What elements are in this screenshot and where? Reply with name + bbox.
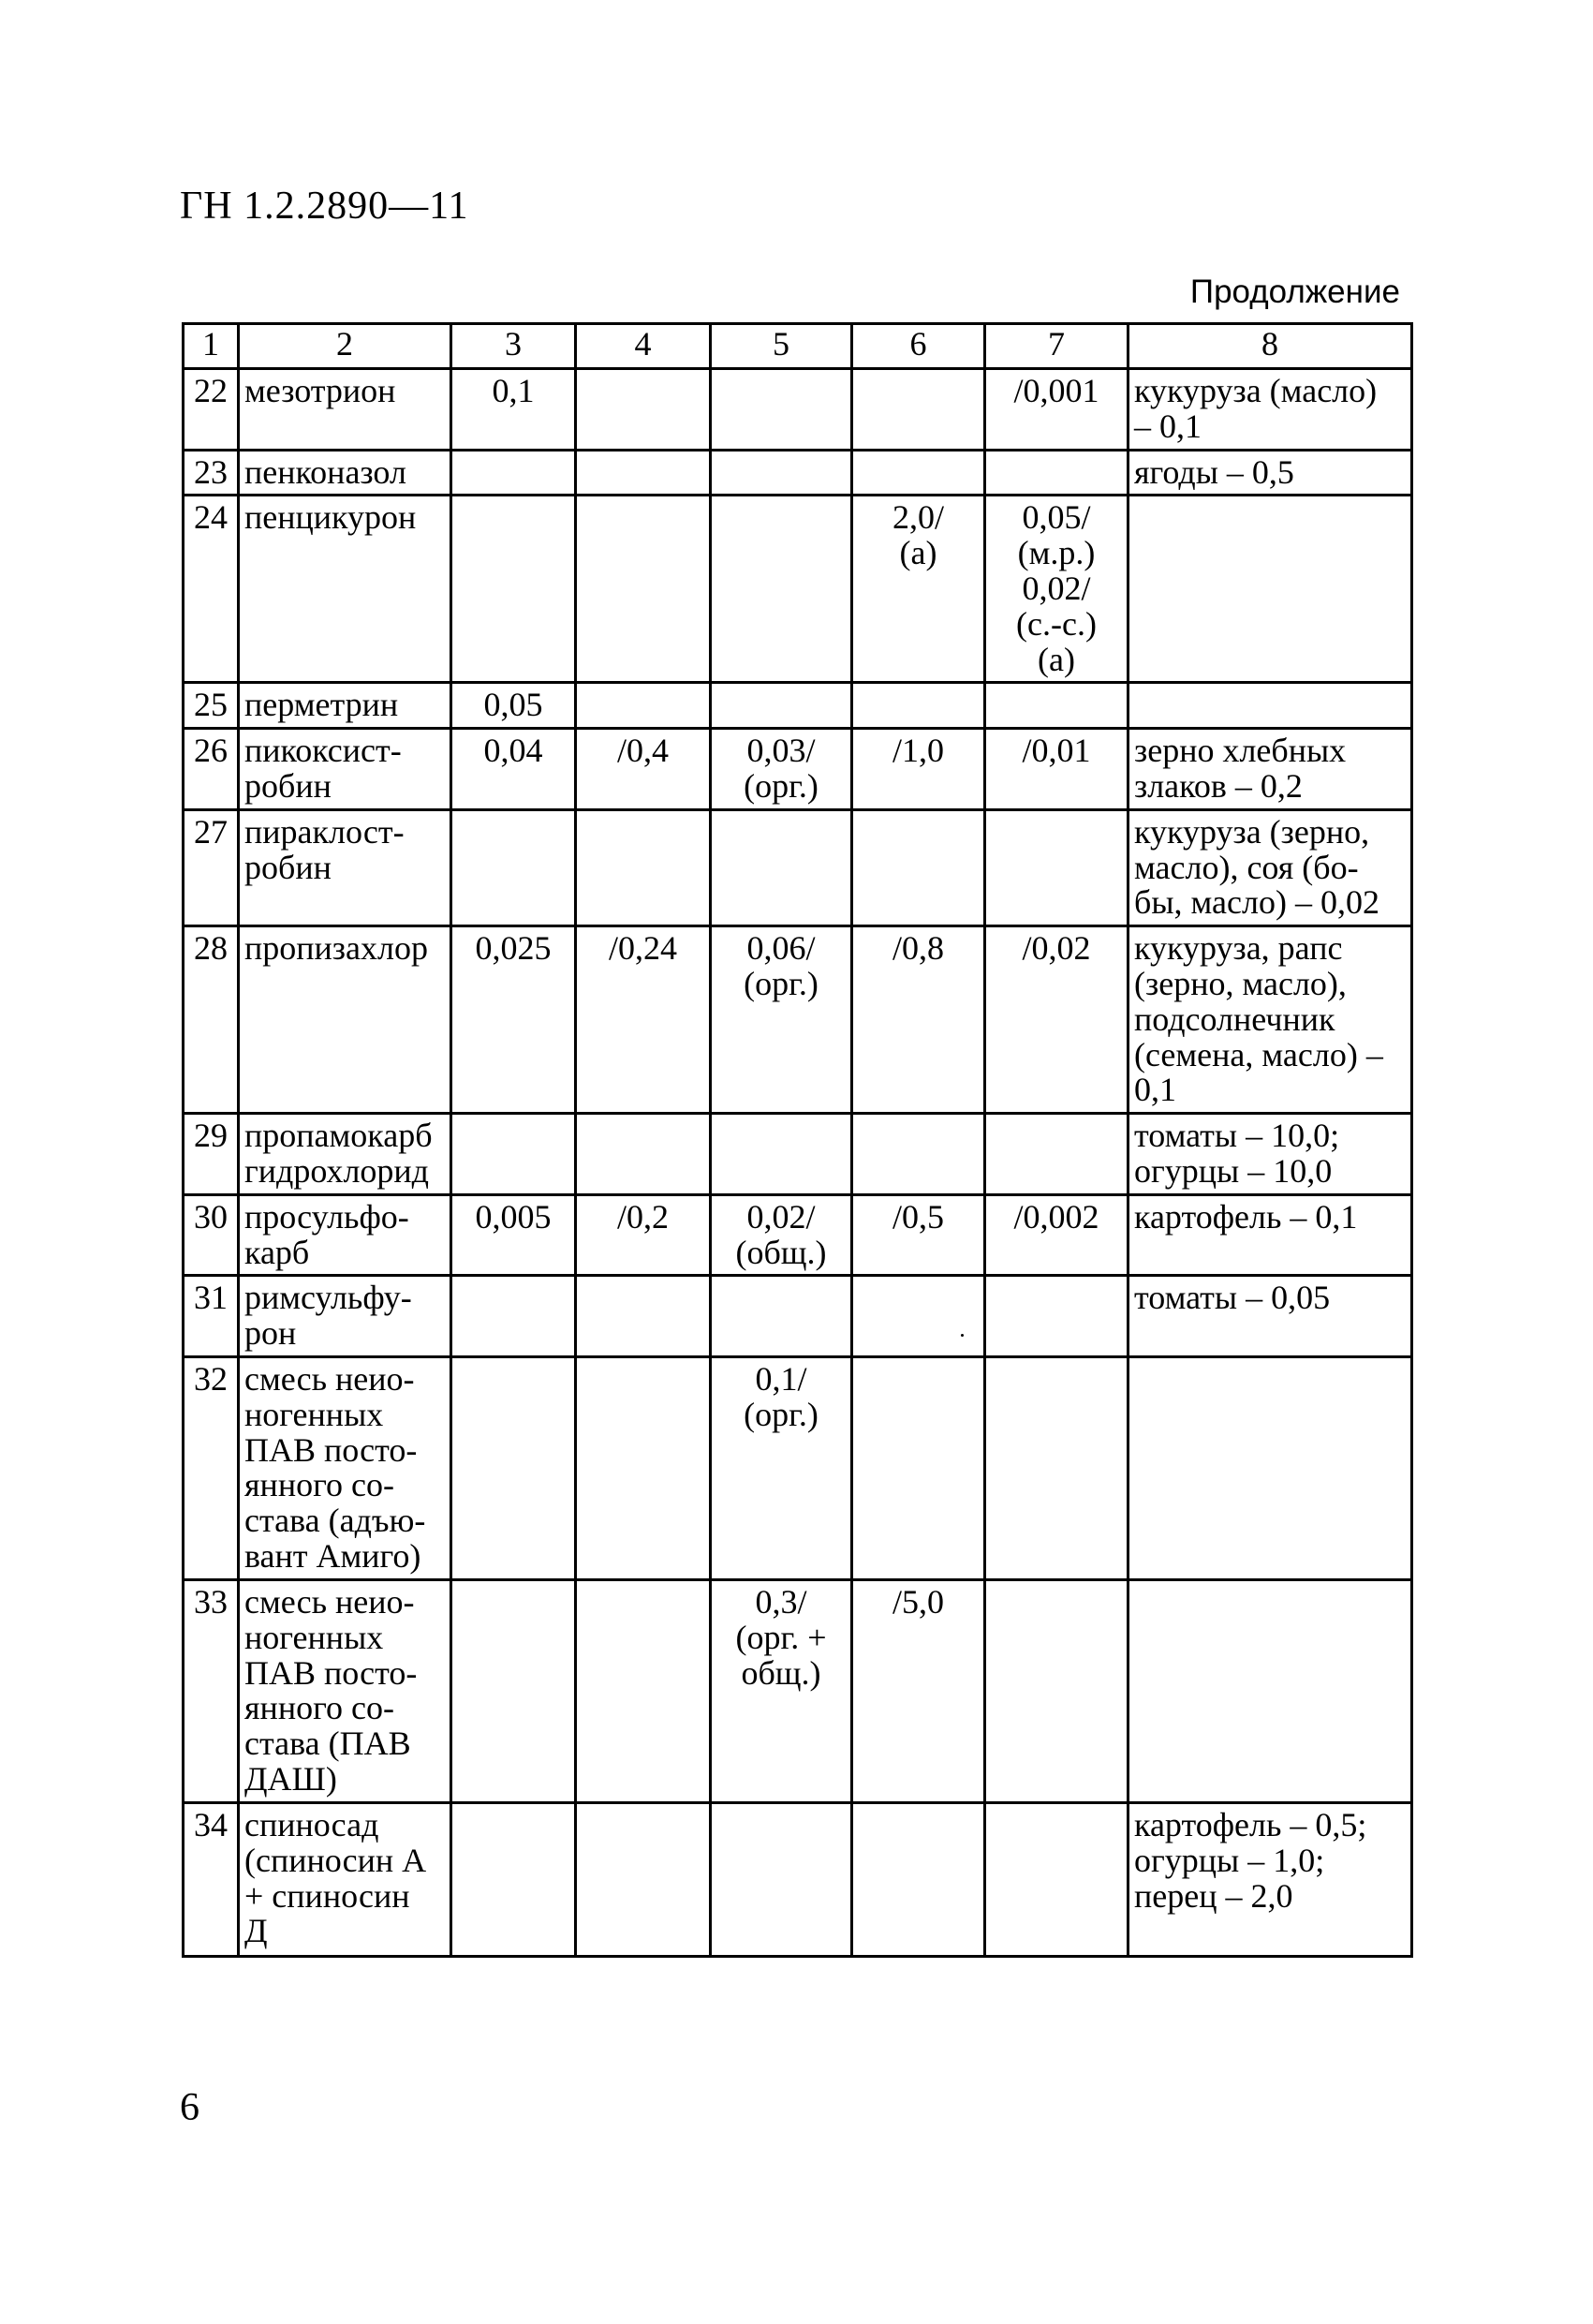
cell-col5 xyxy=(711,1802,852,1956)
cell-col3: 0,025 xyxy=(451,926,576,1114)
cell-col7: /0,002 xyxy=(985,1194,1128,1276)
cell-col6 xyxy=(852,369,985,451)
table-row xyxy=(184,1356,1412,1579)
cell-col4: /0,2 xyxy=(576,1194,711,1276)
cell-col4 xyxy=(576,1579,711,1802)
cell-col6 xyxy=(852,683,985,729)
cell-col7 xyxy=(985,1579,1128,1802)
cell-col8 xyxy=(1128,1356,1412,1579)
row-number: 30 xyxy=(184,1194,239,1276)
cell-col4 xyxy=(576,1356,711,1579)
row-number: 33 xyxy=(184,1579,239,1802)
cell-col8: зерно хлебных злаков – 0,2 xyxy=(1128,729,1412,810)
table-row xyxy=(184,683,1412,729)
cell-col6 xyxy=(852,1114,985,1195)
column-header: 1 xyxy=(184,324,239,369)
cell-col4 xyxy=(576,1114,711,1195)
cell-col8 xyxy=(1128,496,1412,683)
pesticide-standards-table xyxy=(182,322,1413,1958)
column-header: 2 xyxy=(239,324,451,369)
cell-col7: /0,001 xyxy=(985,369,1128,451)
table-row xyxy=(184,926,1412,1114)
table-row xyxy=(184,1114,1412,1195)
row-number: 28 xyxy=(184,926,239,1114)
cell-col6 xyxy=(852,809,985,925)
cell-col5: 0,1/ (орг.) xyxy=(711,1356,852,1579)
cell-col4 xyxy=(576,496,711,683)
cell-col7 xyxy=(985,683,1128,729)
cell-col6 xyxy=(852,1276,985,1357)
cell-col6 xyxy=(852,1356,985,1579)
cell-col3 xyxy=(451,1802,576,1956)
cell-col4 xyxy=(576,809,711,925)
cell-col8: ягоды – 0,5 xyxy=(1128,450,1412,496)
cell-col4: /0,4 xyxy=(576,729,711,810)
row-number: 34 xyxy=(184,1802,239,1956)
cell-col6: /1,0 xyxy=(852,729,985,810)
cell-col5 xyxy=(711,496,852,683)
substance-name: пикоксист- робин xyxy=(239,729,451,810)
table-row xyxy=(184,1276,1412,1357)
substance-name: просульфо- карб xyxy=(239,1194,451,1276)
substance-name: перметрин xyxy=(239,683,451,729)
substance-name: пираклост- робин xyxy=(239,809,451,925)
cell-col7 xyxy=(985,450,1128,496)
cell-col8: кукуруза (масло) – 0,1 xyxy=(1128,369,1412,451)
column-header: 7 xyxy=(985,324,1128,369)
row-number: 31 xyxy=(184,1276,239,1357)
substance-name: пропизахлор xyxy=(239,926,451,1114)
cell-col6 xyxy=(852,450,985,496)
cell-col8: картофель – 0,5; огурцы – 1,0; перец – 2,0 xyxy=(1128,1802,1412,1956)
cell-col3 xyxy=(451,450,576,496)
table-row xyxy=(184,1802,1412,1956)
substance-name: мезотрион xyxy=(239,369,451,451)
substance-name: смесь неио- ногенных ПАВ посто- янного со- става (адъю- вант Амиго) xyxy=(239,1356,451,1579)
cell-col8: кукуруза (зерно, масло), соя (бо- бы, масло) – 0,02 xyxy=(1128,809,1412,925)
cell-col5 xyxy=(711,683,852,729)
cell-col5: 0,3/ (орг. + общ.) xyxy=(711,1579,852,1802)
cell-col4 xyxy=(576,1802,711,1956)
cell-col3 xyxy=(451,1114,576,1195)
column-number-row xyxy=(184,324,1412,369)
table-row xyxy=(184,809,1412,925)
cell-col8: томаты – 10,0; огурцы – 10,0 xyxy=(1128,1114,1412,1195)
cell-col4 xyxy=(576,369,711,451)
row-number: 24 xyxy=(184,496,239,683)
substance-name: смесь неио- ногенных ПАВ посто- янного со- става (ПАВ ДАШ) xyxy=(239,1579,451,1802)
row-number: 23 xyxy=(184,450,239,496)
cell-col7 xyxy=(985,1114,1128,1195)
table-row xyxy=(184,1579,1412,1802)
cell-col3 xyxy=(451,1579,576,1802)
cell-col3: 0,1 xyxy=(451,369,576,451)
substance-name: римсульфу- рон xyxy=(239,1276,451,1357)
cell-col7 xyxy=(985,1356,1128,1579)
table-row xyxy=(184,729,1412,810)
cell-col7 xyxy=(985,809,1128,925)
column-header: 5 xyxy=(711,324,852,369)
cell-col7: /0,02 xyxy=(985,926,1128,1114)
cell-col7 xyxy=(985,1276,1128,1357)
cell-col4: /0,24 xyxy=(576,926,711,1114)
page-number: 6 xyxy=(180,2086,199,2129)
cell-col3 xyxy=(451,1276,576,1357)
cell-col3 xyxy=(451,809,576,925)
cell-col5 xyxy=(711,1276,852,1357)
cell-col6: 2,0/ (а) xyxy=(852,496,985,683)
table-row xyxy=(184,496,1412,683)
cell-col5 xyxy=(711,369,852,451)
table-row xyxy=(184,450,1412,496)
cell-col4 xyxy=(576,450,711,496)
cell-col7: 0,05/ (м.р.) 0,02/ (с.-с.) (а) xyxy=(985,496,1128,683)
column-header: 8 xyxy=(1128,324,1412,369)
cell-col5: 0,06/ (орг.) xyxy=(711,926,852,1114)
cell-col8 xyxy=(1128,683,1412,729)
substance-name: пенконазол xyxy=(239,450,451,496)
cell-col3 xyxy=(451,496,576,683)
row-number: 27 xyxy=(184,809,239,925)
cell-col3 xyxy=(451,1356,576,1579)
substance-name: пенцикурон xyxy=(239,496,451,683)
table-row xyxy=(184,369,1412,451)
cell-col6: /0,8 xyxy=(852,926,985,1114)
row-number: 26 xyxy=(184,729,239,810)
cell-col5 xyxy=(711,450,852,496)
table-row xyxy=(184,1194,1412,1276)
cell-col6: /5,0 xyxy=(852,1579,985,1802)
column-header: 4 xyxy=(576,324,711,369)
cell-col7: /0,01 xyxy=(985,729,1128,810)
row-number: 32 xyxy=(184,1356,239,1579)
cell-col5 xyxy=(711,1114,852,1195)
cell-col6: /0,5 xyxy=(852,1194,985,1276)
row-number: 25 xyxy=(184,683,239,729)
continuation-label: Продолжение xyxy=(1189,274,1400,310)
cell-col8: томаты – 0,05 xyxy=(1128,1276,1412,1357)
cell-col4 xyxy=(576,1276,711,1357)
cell-col5: 0,03/ (орг.) xyxy=(711,729,852,810)
document-code: ГН 1.2.2890—11 xyxy=(180,185,469,228)
cell-col3: 0,04 xyxy=(451,729,576,810)
cell-col8: кукуруза, рапс (зерно, масло), подсолнечник (семена, масло) – 0,1 xyxy=(1128,926,1412,1114)
cell-col8: картофель – 0,1 xyxy=(1128,1194,1412,1276)
row-number: 22 xyxy=(184,369,239,451)
cell-col3: 0,005 xyxy=(451,1194,576,1276)
cell-col7 xyxy=(985,1802,1128,1956)
column-header: 6 xyxy=(852,324,985,369)
cell-col5 xyxy=(711,809,852,925)
cell-col6 xyxy=(852,1802,985,1956)
substance-name: пропамокарб гидрохлорид xyxy=(239,1114,451,1195)
cell-col3: 0,05 xyxy=(451,683,576,729)
substance-name: спиносад (спиносин А + спиносин Д xyxy=(239,1802,451,1956)
cell-col5: 0,02/ (общ.) xyxy=(711,1194,852,1276)
cell-col8 xyxy=(1128,1579,1412,1802)
cell-col4 xyxy=(576,683,711,729)
row-number: 29 xyxy=(184,1114,239,1195)
column-header: 3 xyxy=(451,324,576,369)
scan-speck xyxy=(961,1334,964,1337)
